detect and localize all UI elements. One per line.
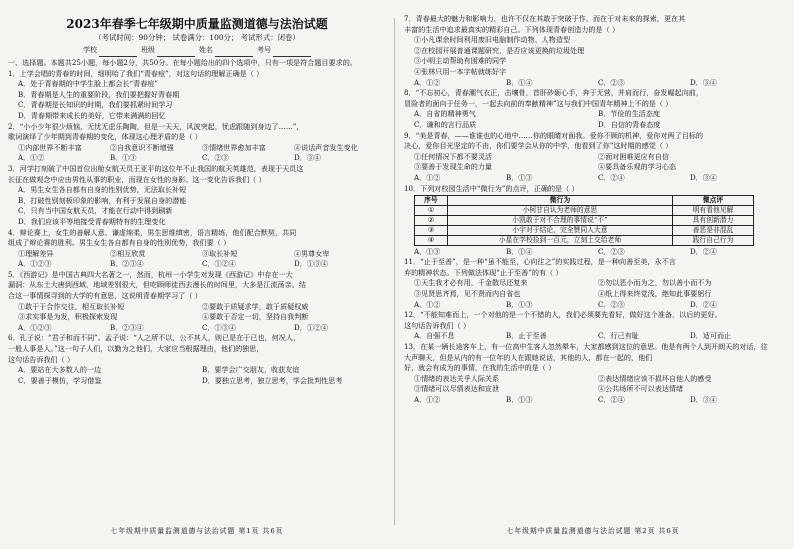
answer-option: A．自省的精神勇气 bbox=[414, 109, 476, 119]
statement: ②要敢于质疑求学，敢于质疑权威 bbox=[202, 301, 309, 311]
statement: ②面对困难更应有自信 bbox=[598, 151, 669, 161]
answer-option: C．只有当中国女航天员，才能在行动中得到刷新 bbox=[18, 206, 173, 216]
answer-option: D．③④ bbox=[690, 394, 717, 404]
question-12 bbox=[404, 310, 782, 342]
statement: ④说话声音发生变化 bbox=[294, 142, 358, 152]
answer-options bbox=[404, 395, 782, 406]
answer-option: C．②③ bbox=[598, 77, 625, 87]
answer-option: A．自强不息 bbox=[414, 331, 455, 341]
answer-option: D．要独立思考，独立思考，学会批判性思考 bbox=[202, 375, 343, 385]
answer-option: A．①② bbox=[414, 299, 441, 309]
answer-option: D．②④ bbox=[690, 246, 717, 256]
question-3 bbox=[8, 164, 386, 228]
question-11 bbox=[404, 257, 782, 310]
answer-option: B．青春期是人生的重要阶段，我们要把握好青春期 bbox=[18, 89, 180, 99]
question-stem: 一般人事是人。”这一句子人们，以勤为之他们，大家应当根据理由，他们的独思， bbox=[8, 344, 264, 354]
answer-options bbox=[8, 259, 386, 270]
question-10 bbox=[404, 184, 782, 258]
question-list-right-b bbox=[404, 257, 782, 405]
table-cell: 具有创新潜力 bbox=[673, 215, 754, 225]
field-exam-number: 考号 bbox=[257, 43, 311, 57]
statement: ②表达情绪应该不损坏自他人的感受 bbox=[598, 373, 712, 383]
answer-option: ①小凡课余时间利用废旧电脑制作动物、人物造型 bbox=[414, 35, 571, 45]
answer-option: B．①③ bbox=[506, 299, 533, 309]
table-cell: 明有看他见解 bbox=[673, 206, 754, 216]
statement: ①内部世界不断丰富 bbox=[18, 142, 82, 152]
answer-option: C．①③④ bbox=[202, 322, 236, 332]
answer-option: D．①②④ bbox=[294, 322, 329, 332]
question-stem: 歌词演绎了少年期到青春期的变化，体现这心理矛盾的是（ ） bbox=[8, 132, 202, 142]
statement-row bbox=[8, 249, 386, 260]
question-9 bbox=[404, 131, 782, 184]
answer-options bbox=[404, 109, 782, 120]
statement: ②相互欣赏 bbox=[110, 248, 146, 258]
exam-meta: （考试时间：90分钟； 试卷满分：100分； 考试形式：闭卷） bbox=[94, 33, 300, 42]
question-5 bbox=[8, 270, 386, 334]
question-stem: 组成了辩论赛的胜利。男生女生各自都有自身的性别优势，我们要（ ） bbox=[8, 238, 231, 248]
answer-option: A．男生女生各自都有自身的性别优势，无法取长补短 bbox=[18, 185, 187, 195]
answer-option: C．②③ bbox=[202, 153, 229, 163]
statement: ④要敢于否定一切，坚持自我判断 bbox=[202, 312, 309, 322]
table-cell: ④ bbox=[415, 235, 448, 245]
answer-option: A．①② bbox=[18, 153, 45, 163]
question-stem: 13．在某一辆长途客车上，有一位高中生客人忽然晕车，大家都感到这位的意思。他是有两个人到开朗天的对话，往 bbox=[404, 341, 768, 351]
table-cell: 小星在学校捡到一百元，立刻上交给老师 bbox=[447, 235, 672, 245]
question-13 bbox=[404, 342, 782, 406]
answer-option: C．①②④ bbox=[202, 259, 236, 269]
page-footer-left: 七年级期中质量监测道德与法治试题 第1页 共6页 bbox=[110, 527, 284, 536]
table-header: 微行为 bbox=[447, 196, 672, 206]
table-cell: 小宇对于结论，完全赞同人大意 bbox=[447, 225, 672, 235]
statement: ②自我意识不断增强 bbox=[110, 142, 174, 152]
question-stem: 合这一事情探寻到的大学的有意思，这说明青春期学习了（ ） bbox=[8, 291, 202, 301]
statement-row bbox=[404, 278, 782, 289]
statement: ③取长补短 bbox=[202, 248, 238, 258]
statement-row bbox=[8, 143, 386, 154]
statement: ②勿以恶小而为之，勿以善小而不为 bbox=[598, 278, 712, 288]
answer-option: B．①③ bbox=[506, 394, 533, 404]
answer-option: A．要站在大多数人的一边 bbox=[18, 365, 102, 375]
statement: ①理解差异 bbox=[18, 248, 54, 258]
question-stem: 8．“不忘初心，青春潮气衣正，击壤骨，首肝砂砺心手，奔于无营，并肩而行，奋发崛起向前， bbox=[404, 88, 703, 98]
question-2 bbox=[8, 122, 386, 164]
statement: ③求实事是为发，积极探索发现 bbox=[18, 312, 118, 322]
answer-option: ②在校园开展普通课题研究，是否应该更换的垃圾处理 bbox=[414, 45, 585, 55]
statement: ④要具备乐观的学习心态 bbox=[598, 162, 677, 172]
answer-option: A．①② bbox=[414, 172, 441, 182]
table-cell: ③ bbox=[415, 225, 448, 235]
answer-option: C．②④ bbox=[598, 172, 625, 182]
answer-options bbox=[404, 78, 782, 89]
question-stem: 3．河学打刻破了中国首位出舱女航天员王亚平的这位年不止我国的航天英雄范，表现于天员这 bbox=[8, 163, 304, 173]
answer-option: D．我们应该平等地接受青春期特有的生理变化 bbox=[18, 216, 166, 226]
answer-option: ③小明主动帮助有困难的同学 bbox=[414, 56, 507, 66]
answer-option: C．②③ bbox=[598, 299, 625, 309]
question-stem: 5．《西游记》是中国古典四大名著之一，然而，杭州一小学生对发现《西游记》中存在一大 bbox=[8, 269, 293, 279]
question-stem: 4．辩论赛上，女生的善解人意、谦虚绵柔，男生思维缜密，语言精练，他们配合默契，共同 bbox=[8, 227, 297, 237]
statement: ①天生我才必有用，千金散尽还复来 bbox=[414, 278, 528, 288]
answer-option: D．③④ bbox=[690, 77, 717, 87]
answer-option: B．①③ bbox=[506, 172, 533, 182]
table-row bbox=[415, 215, 754, 225]
question-stem: 好，就会有成为的事情，在我的生活中的是（ ） bbox=[404, 363, 556, 373]
table-cell: 善恶是非混乱 bbox=[673, 225, 754, 235]
answer-option: D．③④ bbox=[690, 172, 717, 182]
statement: ③情绪可以尽情表达和宣泄 bbox=[414, 384, 500, 394]
question-stem: 11．“止于至善”，是一种“虽不能至，心向往之”的实践过程，是一种向善至美，永不言 bbox=[404, 257, 676, 267]
statement: ③见贤思齐焉，见不贤而内自省也 bbox=[414, 289, 521, 298]
statement-row bbox=[8, 312, 386, 323]
page-left bbox=[8, 14, 386, 539]
question-stem: 这句话告诉我们（ ） bbox=[8, 354, 75, 364]
table-header-row bbox=[415, 196, 754, 206]
answer-options bbox=[404, 173, 782, 184]
answer-option: B．①④ bbox=[506, 246, 533, 256]
answer-option: B．打破性别刻板印象的影响，有利于发展自身的潜能 bbox=[18, 195, 187, 205]
table-cell: 小柯甘自认为老师的意思 bbox=[447, 206, 672, 216]
answer-option: B．①④ bbox=[506, 77, 533, 87]
section-heading: 一、选择题。本题共25小题，每小题2分，共50分。在每小题给出的四个选项中，只有一项是符合题目要求的。 bbox=[8, 58, 357, 67]
answer-option: C．行己有耻 bbox=[598, 331, 639, 341]
answer-option: A．①②③ bbox=[18, 259, 52, 269]
answer-option: A．①③ bbox=[414, 246, 441, 256]
statement: ③要善于发现生命的力量 bbox=[414, 162, 493, 172]
answer-option: ④张林只用一本字帖就练好字 bbox=[414, 66, 507, 76]
question-stem: 12．“不能知难而上，一个对他的是一个不错的人，我们必须要先看好，做好这个准备，以后的更好。 bbox=[404, 310, 722, 320]
answer-option: D．适可而止 bbox=[690, 331, 732, 341]
answer-option: B．①③ bbox=[110, 153, 137, 163]
question-1 bbox=[8, 69, 386, 122]
statement-row bbox=[8, 302, 386, 313]
question-stem: 弃的精神状态。下列做法体现“止于至善”的有（ ） bbox=[404, 267, 563, 277]
question-stem: 7．青春最大的魅力和影响力，也许不仅在其敢于突破于作，而在于对未来的探索，更在其 bbox=[404, 14, 686, 23]
table-header: 微点评 bbox=[673, 196, 754, 206]
statement: ①情绪的表达关乎人际关系 bbox=[414, 373, 500, 383]
question-stem: 大声聊天，但是从内的有一位年的人在跟她说话，其他的人，都在一起的，他们 bbox=[404, 352, 653, 362]
answer-option: B．要学会广交朋友，收获友谊 bbox=[202, 365, 300, 375]
answer-options bbox=[404, 300, 782, 311]
question-4 bbox=[8, 228, 386, 270]
answer-options bbox=[8, 153, 386, 164]
page-divider bbox=[394, 18, 395, 525]
statement: ①敢于于合作交往，相互取长补短 bbox=[18, 301, 125, 311]
answer-option: D．③④ bbox=[294, 153, 321, 163]
statement: ③情绪世界愈加丰富 bbox=[202, 142, 266, 152]
answer-option: C．谦和的言行品质 bbox=[414, 119, 477, 129]
question-list-left bbox=[8, 69, 386, 387]
question-stem: 丰富的生活中追求最真实的精彩自己。下列体现青春创造力的是（ ） bbox=[404, 24, 620, 34]
question-stem: 漏洞：从东土大唐到西域，地域差别很大，但吃顾师徒西去漫长的时间里，大多是江流荡亲。结 bbox=[8, 280, 306, 290]
question-stem: 这句话告诉我们（ ） bbox=[404, 320, 471, 330]
student-info-fields bbox=[8, 43, 386, 57]
answer-options bbox=[404, 247, 782, 258]
answer-option: B．止于至善 bbox=[506, 331, 547, 341]
answer-options bbox=[404, 120, 782, 131]
table-cell: ① bbox=[415, 206, 448, 216]
answer-options bbox=[8, 365, 386, 376]
question-7 bbox=[404, 14, 782, 88]
field-school: 学校 bbox=[83, 43, 137, 57]
answer-options bbox=[8, 376, 386, 387]
question-stem: 决心，爱你目光坚定的不由，你们要学会从你的中学，他看到了你”这时期的感觉（ ） bbox=[404, 141, 673, 151]
statement-row bbox=[404, 162, 782, 173]
statement: ④纸上得来终觉浅，绝知此事要躬行 bbox=[598, 289, 712, 298]
answer-option: B．②③④ bbox=[110, 259, 144, 269]
question-stem: 6．孔子说：“君子和而不同”。孟子说：“人之所不以，公不其人，则已是在于已也，何况人， bbox=[8, 333, 301, 343]
answer-option: B．②③④ bbox=[110, 322, 144, 332]
table-header: 序号 bbox=[415, 196, 448, 206]
answer-option: A．①② bbox=[414, 77, 441, 87]
answer-option: D．自信的青春态度 bbox=[598, 119, 661, 129]
question-stem: 长征在做观念中应由男性从事的职业，而现在女性的身影。这一变化告诉我们（ ） bbox=[8, 174, 266, 184]
field-name: 姓名 bbox=[199, 43, 253, 57]
page-right bbox=[404, 14, 782, 539]
answer-option: A．①②③ bbox=[18, 322, 52, 332]
question-8 bbox=[404, 88, 782, 130]
answer-option: D．②④ bbox=[690, 299, 717, 309]
table-row bbox=[415, 235, 754, 245]
table-row bbox=[415, 225, 754, 235]
answer-options bbox=[404, 331, 782, 342]
question-stem: 9．“美是青春，——谁谁也的心地中……你的眼睛对面我。爱你不顾的机神，爱你对两了目标的 bbox=[404, 130, 703, 140]
question-stem: 1．上学会唱的青春的时间，细明哈了我们“青春痘”，对这句话的理解正确是（ ） bbox=[8, 68, 264, 78]
answer-option: D．青春期带来成长的美好，它带来满满的回忆 bbox=[18, 110, 166, 120]
table-cell: 践行自己行为 bbox=[673, 235, 754, 245]
table-row bbox=[415, 206, 754, 216]
question-stem: 10．下列对校园生活中“微行为”的点评，正确的是（ ） bbox=[404, 183, 579, 193]
answer-options bbox=[8, 323, 386, 334]
answer-option: A．处于青春期的中学生脸上都会长“青春痘” bbox=[18, 79, 159, 89]
statement: ④公共场所不可以表达情绪 bbox=[598, 384, 684, 394]
statement: ④男尊女卑 bbox=[294, 248, 330, 258]
statement: ①任何情况下都不要灵活 bbox=[414, 151, 493, 161]
statement-row bbox=[404, 289, 782, 300]
statement-row bbox=[404, 374, 782, 385]
answer-option: D．①③④ bbox=[294, 259, 329, 269]
question-6 bbox=[8, 333, 386, 386]
answer-option: C．②④ bbox=[598, 394, 625, 404]
field-class: 班级 bbox=[141, 43, 195, 57]
exam-title: 2023年春季七年级期中质量监测道德与法治试题 bbox=[66, 17, 328, 31]
page-footer-right: 七年级期中质量监测道德与法治试题 第2页 共6页 bbox=[506, 527, 680, 536]
question-stem: 2．“小小少年很少烦恼，无忧无虑乐陶陶，但是一天天，风波突起，忧虑跟随到身边了……”， bbox=[8, 121, 304, 131]
question-stem: 冒险者的面向于任务一，一起去向前的奉献精神”这与我们中国青年精神上不的是（ ） bbox=[404, 98, 673, 108]
question-list-right-a bbox=[404, 14, 782, 184]
answer-option: A．①② bbox=[414, 394, 441, 404]
answer-option: C．青春期是长知识的时期，我们要抓紧时间学习 bbox=[18, 100, 173, 110]
statement-row bbox=[404, 384, 782, 395]
table-cell: 小凯敢于对不合理的事情说“不” bbox=[447, 215, 672, 225]
table-cell: ② bbox=[415, 215, 448, 225]
question-10-table bbox=[414, 195, 754, 246]
answer-option: B．节俭的生活态度 bbox=[598, 109, 660, 119]
answer-option: C．要善于模仿，学习借鉴 bbox=[18, 375, 102, 385]
statement-row bbox=[404, 152, 782, 163]
answer-option: C．②③ bbox=[598, 246, 625, 256]
